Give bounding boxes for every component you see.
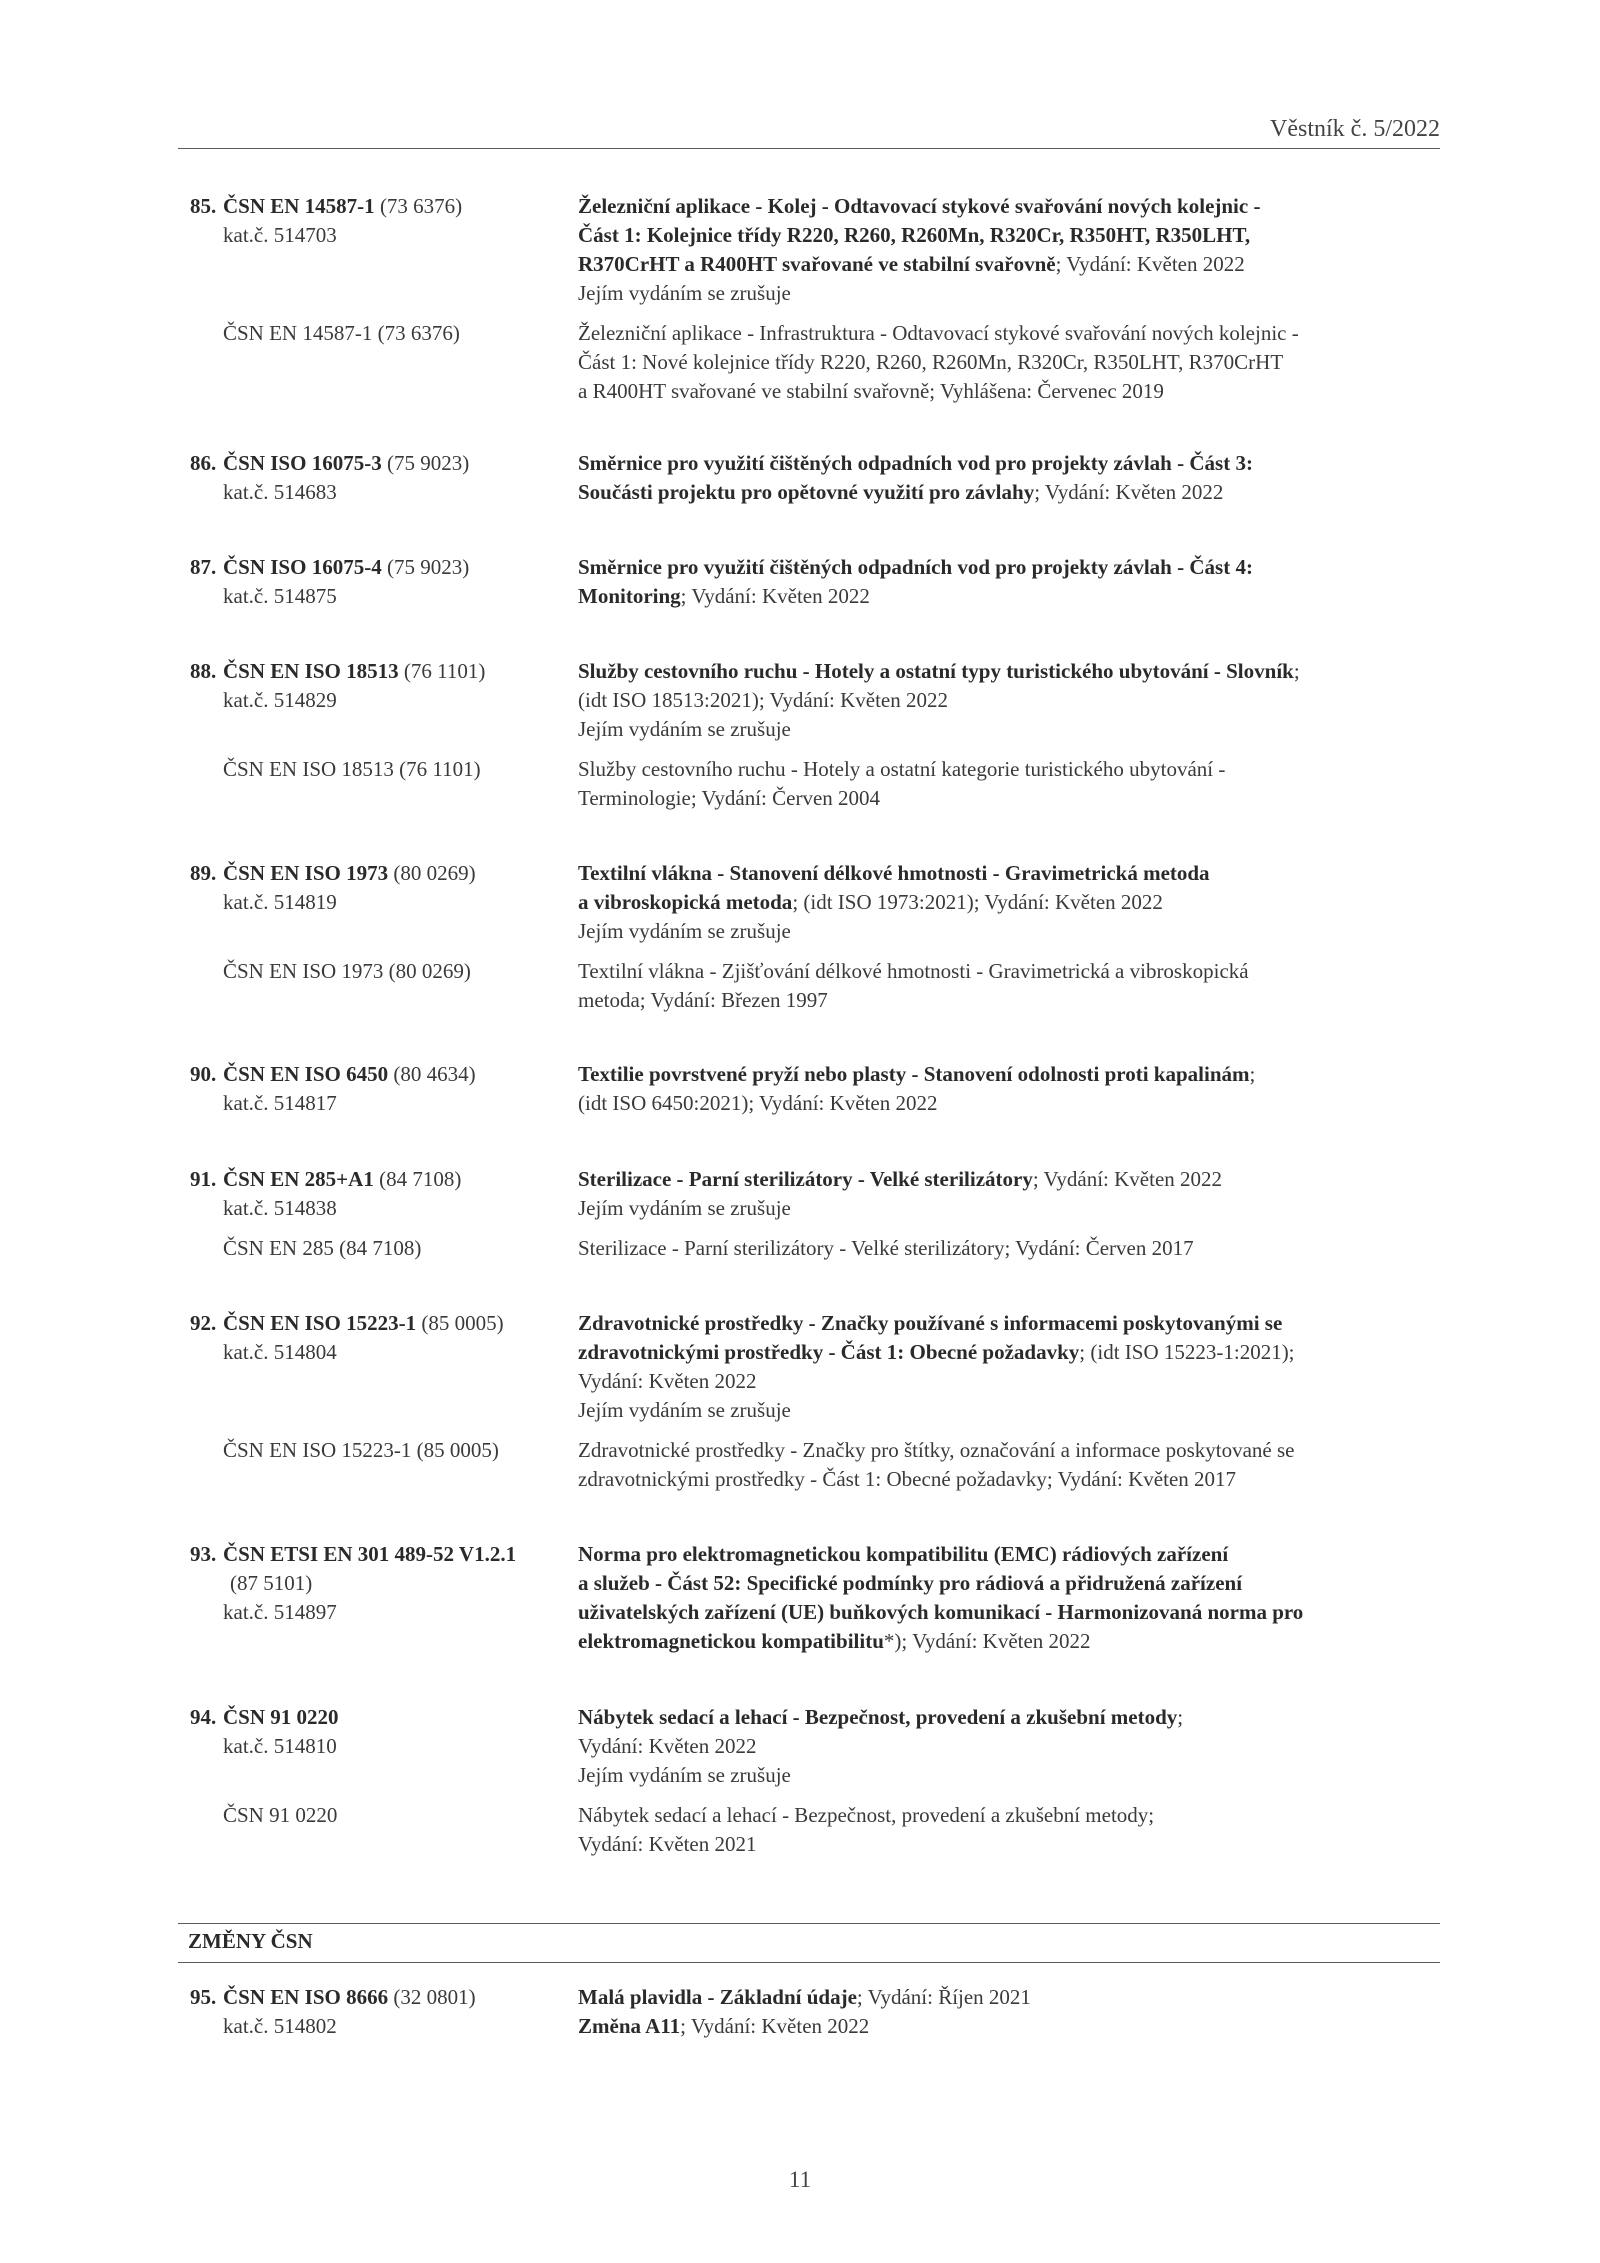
- standard-entry: [190, 657, 1440, 813]
- catalog-number: kat.č. 514838: [223, 1196, 337, 1220]
- standard-title: Služby cestovního ruchu - Hotely a ostatní typy turistického ubytování - Slovník: [578, 659, 1294, 683]
- standard-info: Jejím vydáním se zrušuje: [578, 1763, 791, 1787]
- standard-title: Sterilizace - Parní sterilizátory - Velké sterilizátory: [578, 1167, 1033, 1191]
- standard-info: ; Vydání: Květen 2022: [680, 584, 870, 608]
- standard-title: elektromagnetickou kompatibilitu: [578, 1629, 884, 1653]
- standard-info: Jejím vydáním se zrušuje: [578, 281, 791, 305]
- standard-entry: [190, 1983, 1440, 2041]
- standard-info: ;: [1177, 1705, 1184, 1729]
- catalog-number: kat.č. 514810: [223, 1734, 337, 1758]
- entry-number: 91.: [190, 1167, 217, 1191]
- classification-code: (80 4634): [393, 1062, 476, 1086]
- standard-title: Část 1: Kolejnice třídy R220, R260, R260Mn, R320Cr, R350HT, R350LHT,: [578, 223, 1251, 247]
- catalog-number: kat.č. 514802: [223, 2014, 337, 2038]
- standard-entry: [190, 553, 1440, 611]
- standard-code: ČSN EN ISO 8666: [223, 1985, 389, 2009]
- standard-title: a vibroskopická metoda: [578, 890, 793, 914]
- standard-info: ; Vydání: Květen 2022: [1032, 1167, 1223, 1191]
- standard-title: R370CrHT a R400HT svařované ve stabilní svařovně: [578, 252, 1056, 276]
- entry-number: 93.: [190, 1542, 217, 1566]
- replaced-standard-code: ČSN EN ISO 1973 (80 0269): [223, 959, 471, 983]
- section-header: [178, 1923, 1440, 1963]
- standard-code: ČSN EN ISO 18513: [223, 659, 399, 683]
- replaced-standard-title: Nábytek sedací a lehací - Bezpečnost, provedení a zkušební metody;: [578, 1803, 1155, 1827]
- replaced-standard-title: Zdravotnické prostředky - Značky pro štítky, označování a informace poskytované se: [578, 1438, 1295, 1462]
- catalog-number: kat.č. 514703: [223, 223, 337, 247]
- entry-number: 95.: [190, 1985, 217, 2009]
- replaced-standard-title: Vydání: Květen 2021: [578, 1832, 757, 1856]
- catalog-number: kat.č. 514875: [223, 584, 337, 608]
- replaced-standard-title: Služby cestovního ruchu - Hotely a ostatní kategorie turistického ubytování -: [578, 757, 1226, 781]
- entry-number: 87.: [190, 555, 217, 579]
- standard-info: (idt ISO 18513:2021); Vydání: Květen 2022: [578, 688, 949, 712]
- replaced-standard-title: metoda; Vydání: Březen 1997: [578, 988, 828, 1012]
- entry-number: 86.: [190, 451, 217, 475]
- page-number: 11: [788, 2167, 812, 2192]
- standard-info: Jejím vydáním se zrušuje: [578, 717, 791, 741]
- standard-info: Jejím vydáním se zrušuje: [578, 1398, 791, 1422]
- standard-title: Nábytek sedací a lehací - Bezpečnost, provedení a zkušební metody: [578, 1705, 1178, 1729]
- standard-title: uživatelských zařízení (UE) buňkových komunikací - Harmonizovaná norma pro: [578, 1600, 1304, 1624]
- standard-entry: [190, 1060, 1440, 1118]
- standard-code: ČSN EN ISO 6450: [223, 1062, 389, 1086]
- standard-code: ČSN EN ISO 15223-1: [223, 1311, 417, 1335]
- classification-code: (80 0269): [393, 861, 476, 885]
- standard-entry: [190, 1540, 1440, 1656]
- classification-code: (75 9023): [386, 451, 470, 475]
- catalog-number: kat.č. 514804: [223, 1340, 337, 1364]
- entry-number: 88.: [190, 659, 217, 683]
- standard-info: ;: [1293, 659, 1300, 683]
- standard-title: Norma pro elektromagnetickou kompatibilitu (EMC) rádiových zařízení: [578, 1542, 1229, 1566]
- standard-entry: [190, 1309, 1440, 1494]
- standard-title: Malá plavidla - Základní údaje: [578, 1985, 857, 2009]
- standard-title: zdravotnickými prostředky - Část 1: Obecné požadavky: [578, 1340, 1080, 1364]
- entry-number: 94.: [190, 1705, 217, 1729]
- standard-entry: [190, 449, 1440, 507]
- entry-number: 92.: [190, 1311, 217, 1335]
- replaced-standard-title: Část 1: Nové kolejnice třídy R220, R260, R260Mn, R320Cr, R350LHT, R370CrHT: [578, 350, 1284, 374]
- classification-code: (75 9023): [386, 555, 470, 579]
- standard-code: ČSN ISO 16075-4: [223, 555, 382, 579]
- standard-title: Zdravotnické prostředky - Značky používané s informacemi poskytovanými se: [578, 1311, 1283, 1335]
- standard-info: ; (idt ISO 15223-1:2021);: [1079, 1340, 1295, 1364]
- classification-code: (84 7108): [379, 1167, 462, 1191]
- classification-code: (32 0801): [393, 1985, 476, 2009]
- standard-code: ČSN ETSI EN 301 489-52 V1.2.1: [223, 1542, 517, 1566]
- standard-info: ; (idt ISO 1973:2021); Vydání: Květen 2022: [792, 890, 1163, 914]
- catalog-number: kat.č. 514829: [223, 688, 337, 712]
- standard-info: Vydání: Květen 2022: [578, 1369, 757, 1393]
- standard-entry: [190, 1703, 1440, 1859]
- standard-info: ; Vydání: Květen 2022: [1034, 480, 1224, 504]
- standard-code: ČSN EN 285+A1: [223, 1167, 374, 1191]
- standard-title: Změna A11: [578, 2014, 681, 2038]
- standard-title: Směrnice pro využití čištěných odpadních vod pro projekty závlah - Část 4:: [578, 555, 1253, 579]
- catalog-number: kat.č. 514683: [223, 480, 337, 504]
- standard-info: Vydání: Květen 2022: [578, 1734, 757, 1758]
- replaced-standard-code: ČSN EN ISO 15223-1 (85 0005): [223, 1438, 499, 1462]
- bulletin-title: Věstník č. 5/2022: [1270, 116, 1440, 142]
- replaced-standard-code: ČSN EN 14587-1 (73 6376): [223, 321, 460, 345]
- catalog-number: kat.č. 514817: [223, 1091, 337, 1115]
- standard-entry: [190, 859, 1440, 1015]
- replaced-standard-title: a R400HT svařované ve stabilní svařovně; Vyhlášena: Červenec 2019: [578, 379, 1164, 403]
- standard-title: Monitoring: [578, 584, 681, 608]
- standard-entry: [190, 1165, 1440, 1263]
- replaced-standard-title: Terminologie; Vydání: Červen 2004: [578, 786, 881, 810]
- replaced-standard-code: ČSN 91 0220: [223, 1803, 338, 1827]
- standard-code: ČSN ISO 16075-3: [223, 451, 382, 475]
- standard-code: ČSN EN 14587-1: [223, 194, 375, 218]
- standard-code: ČSN EN ISO 1973: [223, 861, 389, 885]
- standard-title: Součásti projektu pro opětovné využití pro závlahy: [578, 480, 1035, 504]
- standard-info: (idt ISO 6450:2021); Vydání: Květen 2022: [578, 1091, 938, 1115]
- standard-code: ČSN 91 0220: [223, 1705, 339, 1729]
- standard-title: Textilní vlákna - Stanovení délkové hmotnosti - Gravimetrická metoda: [578, 861, 1210, 885]
- classification-code: (73 6376): [379, 194, 463, 218]
- standard-title: Směrnice pro využití čištěných odpadních vod pro projekty závlah - Část 3:: [578, 451, 1253, 475]
- section-title: ZMĚNY ČSN: [188, 1929, 313, 1953]
- classification-code: (76 1101): [403, 659, 486, 683]
- replaced-standard-title: Železniční aplikace - Infrastruktura - Odtavovací stykové svařování nových kolejnic -: [578, 321, 1299, 345]
- replaced-standard-title: Textilní vlákna - Zjišťování délkové hmotnosti - Gravimetrická a vibroskopická: [578, 959, 1249, 983]
- entry-number: 90.: [190, 1062, 217, 1086]
- entry-number: 85.: [190, 194, 217, 218]
- standard-entry: [190, 192, 1440, 406]
- standard-title: Železniční aplikace - Kolej - Odtavovací stykové svařování nových kolejnic -: [578, 194, 1261, 218]
- standard-info: *); Vydání: Květen 2022: [883, 1629, 1091, 1653]
- replaced-standard-title: zdravotnickými prostředky - Část 1: Obecné požadavky; Vydání: Květen 2017: [578, 1467, 1237, 1491]
- catalog-number: kat.č. 514897: [223, 1600, 337, 1624]
- replaced-standard-code: ČSN EN 285 (84 7108): [223, 1236, 422, 1260]
- page-header: [178, 112, 1440, 149]
- catalog-number: kat.č. 514819: [223, 890, 337, 914]
- standard-info: ; Vydání: Květen 2022: [680, 2014, 870, 2038]
- classification-code: (87 5101): [230, 1571, 313, 1595]
- classification-code: (85 0005): [421, 1311, 504, 1335]
- standard-info: ; Vydání: Květen 2022: [1055, 252, 1245, 276]
- standard-info: Jejím vydáním se zrušuje: [578, 919, 791, 943]
- standard-info: Jejím vydáním se zrušuje: [578, 1196, 791, 1220]
- replaced-standard-title: Sterilizace - Parní sterilizátory - Velké sterilizátory; Vydání: Červen 2017: [578, 1236, 1194, 1260]
- standard-title: a služeb - Část 52: Specifické podmínky pro rádiová a přidružená zařízení: [578, 1571, 1243, 1595]
- standard-info: ; Vydání: Říjen 2021: [856, 1985, 1031, 2009]
- standard-title: Textilie povrstvené pryží nebo plasty - Stanovení odolnosti proti kapalinám: [578, 1062, 1250, 1086]
- entry-number: 89.: [190, 861, 217, 885]
- standard-info: ;: [1249, 1062, 1256, 1086]
- replaced-standard-code: ČSN EN ISO 18513 (76 1101): [223, 757, 481, 781]
